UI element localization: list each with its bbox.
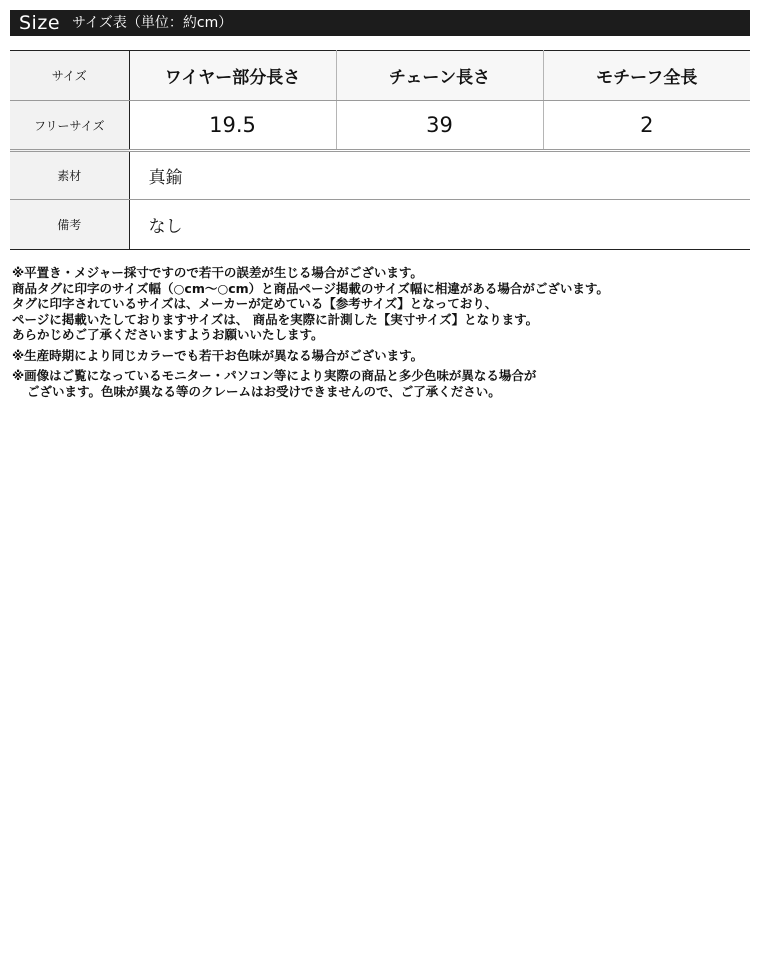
note-line: タグに印字されているサイズは、メーカーが定めている【参考サイズ】となっており、 [12,296,498,311]
note-line: 商品タグに印字のサイズ幅（○cm～○cm）と商品ページ掲載のサイズ幅に相違がある場合がございます。 [12,280,609,296]
material-label-cell: 素材 [10,151,129,200]
column-header-chain-length: チェーン長さ [336,51,543,101]
size-label-cell: フリーサイズ [10,101,129,151]
note-line: ございます。色味が異なる等のクレームはお受けできませんので、ご了承ください。 [27,383,501,399]
head-label-cell: サイズ [10,51,129,101]
table-row-free-size [10,101,750,151]
value-chain-length: 39 [336,101,543,151]
header-title: Size [19,12,61,34]
value-motif-length: 2 [543,101,750,151]
material-value: 真鍮 [129,151,750,200]
remarks-label-cell: 備考 [10,200,129,250]
note-line: ※平置き・メジャー採寸ですので若干の誤差が生じる場合がございます。 [12,265,423,280]
note-block-color [12,348,747,364]
value-wire-length: 19.5 [129,101,336,151]
table-header-row [10,51,750,101]
note-line: ※画像はご覧になっているモニター・パソコン等により実際の商品と多少色味が異なる場合が [12,368,537,383]
header-subtitle: サイズ表（単位：約cm） [72,15,233,31]
size-table [10,50,750,250]
column-header-motif-length: モチーフ全長 [543,51,750,101]
note-block-measurement [12,265,747,343]
note-line: あらかじめご了承くださいますようお願いいたします。 [12,327,324,342]
table-row-remarks [10,200,750,250]
remarks-value: なし [129,200,750,250]
table-row-material [10,151,750,200]
column-header-wire-length: ワイヤー部分長さ [129,51,336,101]
note-block-monitor [12,368,747,399]
note-line: ページに掲載いたしておりますサイズは、 商品を実際に計測した【実寸サイズ】となります。 [12,311,539,327]
note-line: ※生産時期により同じカラーでも若干お色味が異なる場合がございます。 [12,347,424,363]
header-bar [10,10,750,36]
notes-section [12,265,747,404]
